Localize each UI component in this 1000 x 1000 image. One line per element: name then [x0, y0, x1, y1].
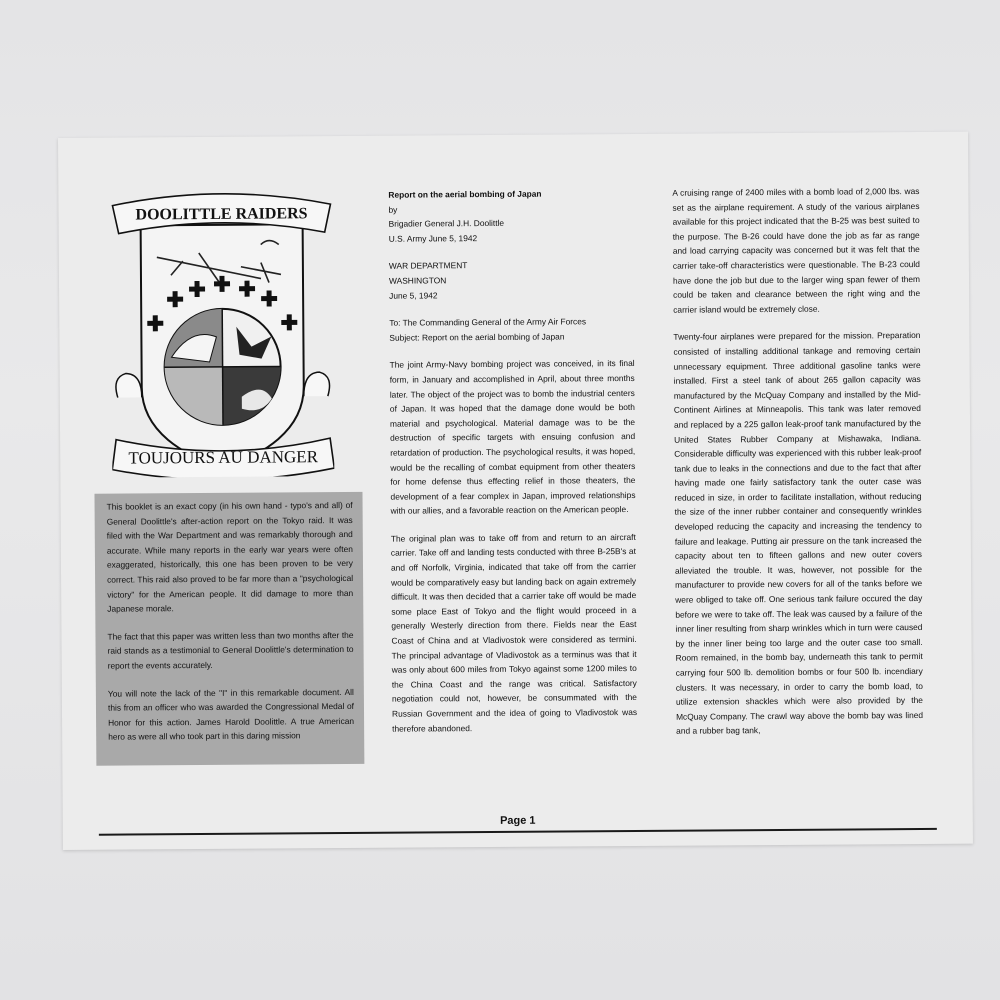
report-paragraph: A cruising range of 2400 miles with a bomb load of 2,000 lbs. was set as the airplane requirement. A study of the various airplanes available for this project indicated that the B-25 was best suited to the purpose. The B-26 could have done the job as far as range and load carrying capacity was concerned but it was felt that the carrier take-off characteristics were questionable. The B-23 could have done the job but due to the larger wing span fewer of them could be taken and clearance between the right wing and the carrier island would be extremely close.	[672, 185, 921, 315]
report-by: by	[388, 204, 398, 215]
sidebar-paragraph: This booklet is an exact copy (in his own hand - typo's and all) of General Doolittle's after-action report on the Tokyo raid. It was filed with the War Department and was remarkably thorough and accurate. While many reports in the early war years were often exaggerated, historically, this one has been proven to be very correct. This raid also proved to be far more than a "psychological victory" for the American people. It did damage to more than Japanese morale.	[106, 499, 354, 614]
report-author-line: U.S. Army June 5, 1942	[388, 232, 478, 244]
report-paragraph: Twenty-four airplanes were prepared for the mission. Preparation consisted of installing additional tankage and removing certain unnecessary equipment. Three additional gasoline tanks were installed. First a steel tank of about 265 gallon capacity was manufactured by the McQuay Company and installed by the Mid-Continent Airlines at Minneapolis. This tank was later removed and replaced by a 225 gallon leak-proof tank manufactured by the United States Rubber Company at Mishawaka, Indiana. Considerable difficulty was experienced with this rubber leak-proof tank due to leaks in the connections and due to the fact that after having made one fairly satisfactory tank the outer case was reduced in size, in order to facilitate installation, without reducing the size of the inner rubber container and consequently wrinkles developed reducing the capacity and increasing the tendency to failure and leakage. Putting air pressure on the tank increased the capacity about ten to fifteen gallons and new outer covers alleviated the trouble. It was, however, not possible for the manufacturer to provide new covers for all of the tanks before we were obliged to take off. One serious tank failure occured the day before we were to take off. The leak was caused by a failure of the inner liner resulting from sharp wrinkles which in turn were caused by the inner liner being too large and the outer case too small. Room remained, in the bomb bay, underneath this tank to permit carrying four 500 lb. demolition bombs or four 500 lb. incendiary clusters. It was necessary, in order to carry the bomb load, to utilize extension shackles which were also provided by the McQuay Company. The crawl way above the bomb bay was lined and a rubber bag tank,	[673, 330, 924, 737]
report-city: WASHINGTON	[388, 275, 447, 286]
report-author: Brigadier General J.H. Doolittle	[388, 218, 505, 229]
report-paragraph: The joint Army-Navy bombing project was conceived, in its final form, in January and accomplished in April, about three months later. The object of the project was to bomb the industrial centers of Japan. It was hoped that the damage done would be both material and psychological. Material damage was to be the destruction of specific targets with ensuing confusion and retardation of production. The psychological results, it was hoped, would be the recalling of combat equipment from other theaters for home defense thus effecting relief in those theaters, the development of a fear complex in Japan, improved relationships with our allies, and a favorable reaction on the American people.	[389, 358, 636, 516]
sidebar-paragraph: The fact that this paper was written less than two months after the raid stands as a testimonial to General Doolittle's determination to report the events accurately.	[107, 629, 354, 671]
report-paragraph: The original plan was to take off from and return to an aircraft carrier. Take off and landing tests conducted with three B-25B's at and off Norfolk, Virginia, indicated that take off from the carrier would be comparatively easy but landing back on again extremely difficult. It was then decided that a carrier take off would be made some place East of Tokyo and the flight would proceed in a generally Westerly direction from there. Fields near the East Coast of China and at Vladivostok were considered as termini. The principal advantage of Vladivostok as a terminus was that it was only about 600 miles from Tokyo against some 1200 miles to the China Coast and the range was critical. Satisfactory negotiation could not, however, be consummated with the Russian Government and the idea of going to Vladivostok was therefore abandoned.	[390, 531, 638, 734]
doolittle-raiders-emblem	[110, 186, 334, 478]
quartered-globe-icon	[164, 308, 281, 425]
report-subject: Subject: Report on the aerial bombing of Japan	[389, 331, 565, 343]
page-number: Page 1	[500, 814, 536, 827]
sidebar-paragraph: You will note the lack of the "I" in this remarkable document. All this from an officer who was awarded the Congressional Medal of Honor for this action. James Harold Doolittle. A true American hero as were all who took part in this daring mission	[107, 686, 355, 742]
report-title: Report on the aerial bombing of Japan	[388, 188, 542, 200]
report-column	[388, 186, 637, 749]
emblem-bottom-text: TOUJOURS AU DANGER	[128, 447, 319, 468]
report-date: June 5, 1942	[389, 289, 438, 301]
sidebar-note	[94, 492, 364, 766]
report-column-continued	[672, 184, 923, 752]
emblem-top-text: DOOLITTLE RAIDERS	[135, 205, 308, 224]
report-dept: WAR DEPARTMENT	[388, 260, 468, 272]
document-page	[58, 132, 973, 850]
report-to: To: The Commanding General of the Army Air Forces	[389, 316, 587, 328]
footer-divider	[99, 828, 937, 836]
